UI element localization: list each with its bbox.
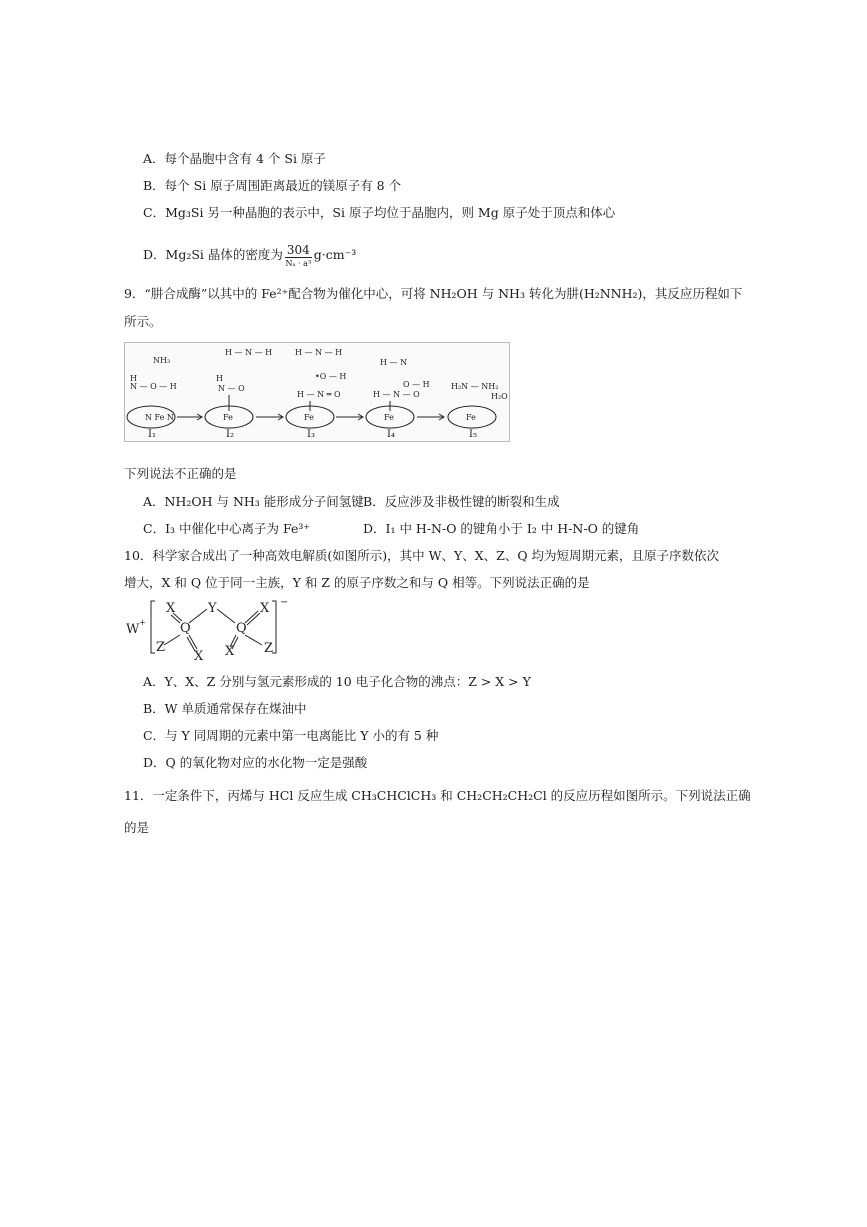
svg-text:H — N — O: H — N — O	[373, 390, 420, 399]
svg-text:•O — H: •O — H	[315, 372, 347, 381]
svg-text:H — N — H: H — N — H	[295, 348, 343, 357]
q10-stem-line2: 增大，X 和 Q 位于同一主族，Y 和 Z 的原子序数之和与 Q 相等。下列说法正确的是	[124, 575, 590, 590]
svg-text:Fe: Fe	[223, 413, 233, 422]
q9-option-b: B．反应涉及非极性键的断裂和生成	[363, 494, 560, 509]
stage-label-5: I₅	[469, 429, 477, 440]
svg-text:Z: Z	[156, 640, 166, 655]
density-fraction	[285, 243, 312, 269]
q10-option-b: B．W 单质通常保存在煤油中	[143, 701, 307, 716]
svg-text:H — N: H — N	[380, 358, 408, 367]
q9-option-a: A．NH₂OH 与 NH₃ 能形成分子间氢键	[143, 494, 364, 509]
svg-text:H₂N — NH₂: H₂N — NH₂	[451, 382, 499, 391]
svg-text:Q: Q	[236, 621, 247, 636]
density-unit: g·cm⁻³	[313, 247, 357, 262]
svg-text:N — O — H: N — O — H	[130, 382, 177, 391]
q8-option-d-prefix: D．Mg₂Si 晶体的密度为	[143, 247, 283, 262]
svg-text:+: +	[139, 618, 146, 627]
svg-text:W: W	[126, 622, 140, 637]
svg-text:X: X	[260, 601, 270, 616]
q11-stem-line1: 11．一定条件下，丙烯与 HCl 反应生成 CH₃CHClCH₃ 和 CH₂CH₂CH₂Cl 的反应历程如图所示。下列说法正确	[124, 788, 751, 803]
stage1-nh3-label: NH₃	[153, 356, 171, 365]
q10-stem-line1: 10．科学家合成出了一种高效电解质(如图所示)，其中 W、Y、X、Z、Q 均为短周期元素，且原子序数依次	[124, 548, 720, 563]
svg-text:Z: Z	[264, 641, 274, 656]
svg-text:Y: Y	[208, 601, 217, 616]
reaction-mechanism-diagram	[124, 342, 510, 442]
q9-stem-line2: 所示。	[124, 314, 162, 329]
stage-label-2: I₂	[226, 429, 234, 440]
svg-text:X: X	[194, 649, 204, 664]
svg-text:X: X	[225, 644, 235, 659]
q9-stem-line1: 9．“肼合成酶”以其中的 Fe²⁺配合物为催化中心，可将 NH₂OH 与 NH₃ 转化为肼(H₂NNH₂)，其反应历程如下	[124, 286, 743, 301]
svg-text:H₂O: H₂O	[491, 392, 508, 401]
structure-figure	[124, 595, 294, 665]
svg-text:N Fe N: N Fe N	[145, 413, 174, 422]
mechanism-figure	[125, 343, 509, 441]
svg-text:H — N ═ O: H — N ═ O	[297, 390, 341, 399]
q10-option-a: A．Y、X、Z 分别与氢元素形成的 10 电子化合物的沸点：Z > X > Y	[143, 674, 531, 689]
q8-option-a: A．每个晶胞中含有 4 个 Si 原子	[143, 151, 326, 166]
stage1-nh2oh-h: H	[130, 374, 137, 383]
fraction-numerator: 304	[286, 242, 310, 257]
q8-option-d	[143, 240, 356, 270]
q10-option-c: C．与 Y 同周期的元素中第一电离能比 Y 小的有 5 种	[143, 728, 439, 743]
svg-text:−: −	[280, 597, 289, 608]
q10-option-d: D．Q 的氧化物对应的水化物一定是强酸	[143, 755, 368, 770]
svg-text:Fe: Fe	[384, 413, 394, 422]
svg-text:Q: Q	[180, 621, 191, 636]
svg-text:Fe: Fe	[304, 413, 314, 422]
q8-option-b: B．每个 Si 原子周围距离最近的镁原子有 8 个	[143, 178, 402, 193]
fraction-denominator: Nₐ · a³	[285, 258, 312, 268]
svg-text:Fe: Fe	[466, 413, 476, 422]
electrolyte-structure	[124, 595, 294, 665]
svg-text:H — N — H: H — N — H	[225, 348, 273, 357]
svg-text:H: H	[216, 374, 223, 383]
q9-question: 下列说法不正确的是	[124, 466, 237, 481]
q9-option-d: D．I₁ 中 H-N-O 的键角小于 I₂ 中 H-N-O 的键角	[363, 521, 640, 536]
stage-label-3: I₃	[307, 429, 315, 440]
stage-label-1: I₁	[148, 429, 156, 440]
svg-text:O — H: O — H	[403, 380, 430, 389]
svg-text:X: X	[166, 601, 176, 616]
q9-option-c: C．I₃ 中催化中心离子为 Fe³⁺	[143, 521, 310, 536]
q8-option-c: C．Mg₃Si 另一种晶胞的表示中，Si 原子均位于晶胞内，则 Mg 原子处于顶点和体心	[143, 205, 616, 220]
svg-text:N — O: N — O	[218, 384, 245, 393]
q11-stem-line2: 的是	[124, 820, 150, 835]
left-bracket	[151, 601, 155, 653]
stage-label-4: I₄	[387, 429, 395, 440]
